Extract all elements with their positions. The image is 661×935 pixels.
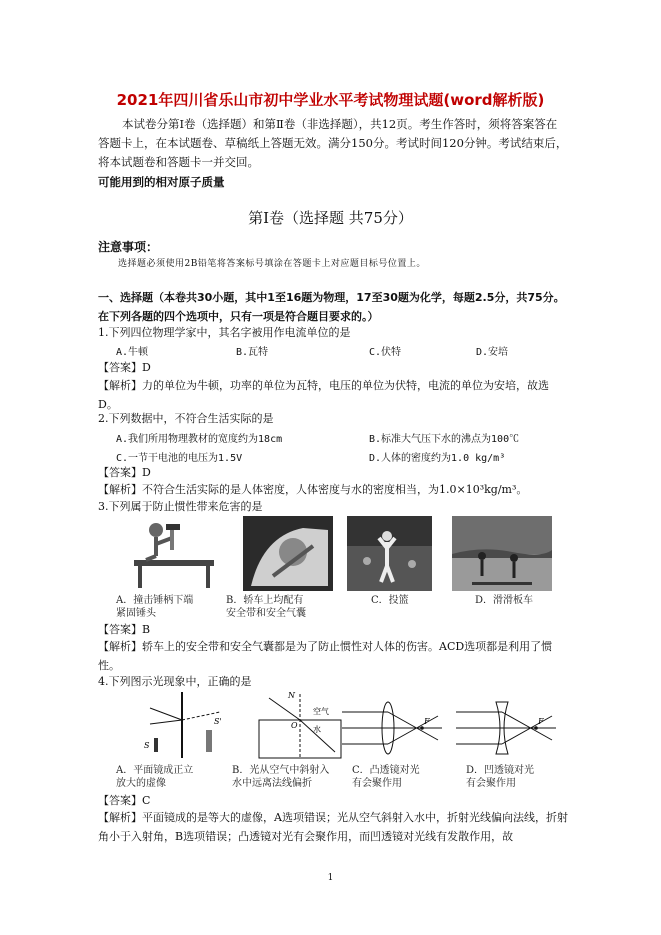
- label-air: 空气: [313, 707, 329, 716]
- q3-caption-c: C．投篮: [371, 595, 409, 606]
- q1-option-c: C.伏特: [369, 347, 402, 358]
- q3-caption-a: A．撞击锤柄下端 紧固锤头: [116, 595, 194, 619]
- q3-answer: 【答案】B: [98, 623, 151, 636]
- page-number: 1: [327, 873, 334, 883]
- q4-diagram-refraction: [255, 688, 345, 760]
- q4-diagram-concave-lens: [456, 696, 556, 760]
- q2-analysis: 【解析】不符合生活实际的是人体密度，人体密度与水的密度相当，为1.0×10³kg/m³。: [98, 483, 528, 496]
- q2-answer: 【答案】D: [98, 466, 151, 479]
- question-4-stem: 4.下列图示光现象中，正确的是: [98, 675, 252, 688]
- label-s: S: [144, 741, 150, 750]
- q3-analysis: 【解析】轿车上的安全带和安全气囊都是为了防止惯性对人体的伤害。ACD选项都是利用了惯性。: [98, 640, 553, 672]
- question-3-stem: 3.下列属于防止惯性带来危害的是: [98, 500, 263, 513]
- q4-diagram-plane-mirror: [140, 690, 230, 760]
- q1-answer: 【答案】D: [98, 361, 151, 374]
- question-2-stem: 2.下列数据中，不符合生活实际的是: [98, 412, 274, 425]
- q3-caption-d: D．滑滑板车: [475, 595, 534, 606]
- q4-analysis: 【解析】平面镜成的是等大的虚像，A选项错误；光从空气斜射入水中，折射光线偏向法线，折射角小于入射角，B选项错误；凸透镜对光有会聚作用，而凹透镜对光线有发散作用，故: [98, 811, 568, 843]
- label-f-concave: F: [538, 717, 544, 726]
- notice-title: 注意事项：: [98, 240, 159, 254]
- document-title: 2021年四川省乐山市初中学业水平考试物理试题(word解析版): [116, 91, 545, 109]
- notice-text: 选择题必须使用2B铅笔将答案标号填涂在答题卡上对应题目标号位置上。: [118, 259, 426, 269]
- q4-caption-b: B．光从空气中斜射入 水中远离法线偏折: [232, 765, 330, 789]
- question-1-stem: 1.下列四位物理学家中，其名字被用作电流单位的是: [98, 326, 351, 339]
- q3-image-hammer: [116, 516, 236, 591]
- q1-option-d: D.安培: [476, 347, 509, 358]
- q2-option-d: D.人体的密度约为1.0 kg/m³: [369, 453, 506, 464]
- q3-image-car: [243, 516, 333, 591]
- q1-analysis: 【解析】力的单位为牛顿，功率的单位为瓦特，电压的单位为伏特，电流的单位为安培，故选D。: [98, 379, 549, 411]
- q3-image-scooter: [452, 516, 552, 591]
- q2-option-c: C.一节干电池的电压为1.5V: [116, 453, 243, 464]
- q4-diagram-convex-lens: [342, 696, 442, 760]
- section-heading: 一、选择题（本卷共30小题，其中1至16题为物理，17至30题为化学，每题2.5分，共75分。在下列各题的四个选项中，只有一项是符合题目要求的。）: [98, 291, 565, 323]
- label-f-convex: F: [424, 717, 430, 726]
- q4-answer: 【答案】C: [98, 794, 151, 807]
- q2-option-b: B.标准大气压下水的沸点为100℃: [369, 434, 520, 445]
- label-s-prime: S': [214, 717, 222, 726]
- atomic-mass-heading: 可能用到的相对原子质量: [98, 175, 225, 189]
- q4-caption-c: C．凸透镜对光 有会聚作用: [352, 765, 420, 789]
- q4-caption-a: A．平面镜成正立 放大的虚像: [116, 765, 194, 789]
- label-water: 水: [313, 725, 321, 734]
- q2-option-a: A.我们所用物理教材的宽度约为18cm: [116, 434, 283, 445]
- q1-option-b: B.瓦特: [236, 347, 269, 358]
- label-n: N: [288, 691, 295, 700]
- q1-option-a: A.牛顿: [116, 347, 149, 358]
- q3-image-basketball: [347, 516, 432, 591]
- intro-paragraph: 本试卷分第Ⅰ卷（选择题）和第Ⅱ卷（非选择题），共12页。考生作答时，须将答案答在答题卡上，在本试题卷、草稿纸上答题无效。满分150分。考试时间120分钟。考试结束后，将本试题卷和答题卡一并交回。: [98, 117, 568, 169]
- q4-caption-d: D．凹透镜对光 有会聚作用: [466, 765, 535, 789]
- label-o: O: [291, 721, 298, 730]
- q3-caption-b: B．轿车上均配有 安全带和安全气囊: [226, 595, 306, 619]
- part-one-heading: 第Ⅰ卷（选择题 共75分）: [248, 209, 413, 227]
